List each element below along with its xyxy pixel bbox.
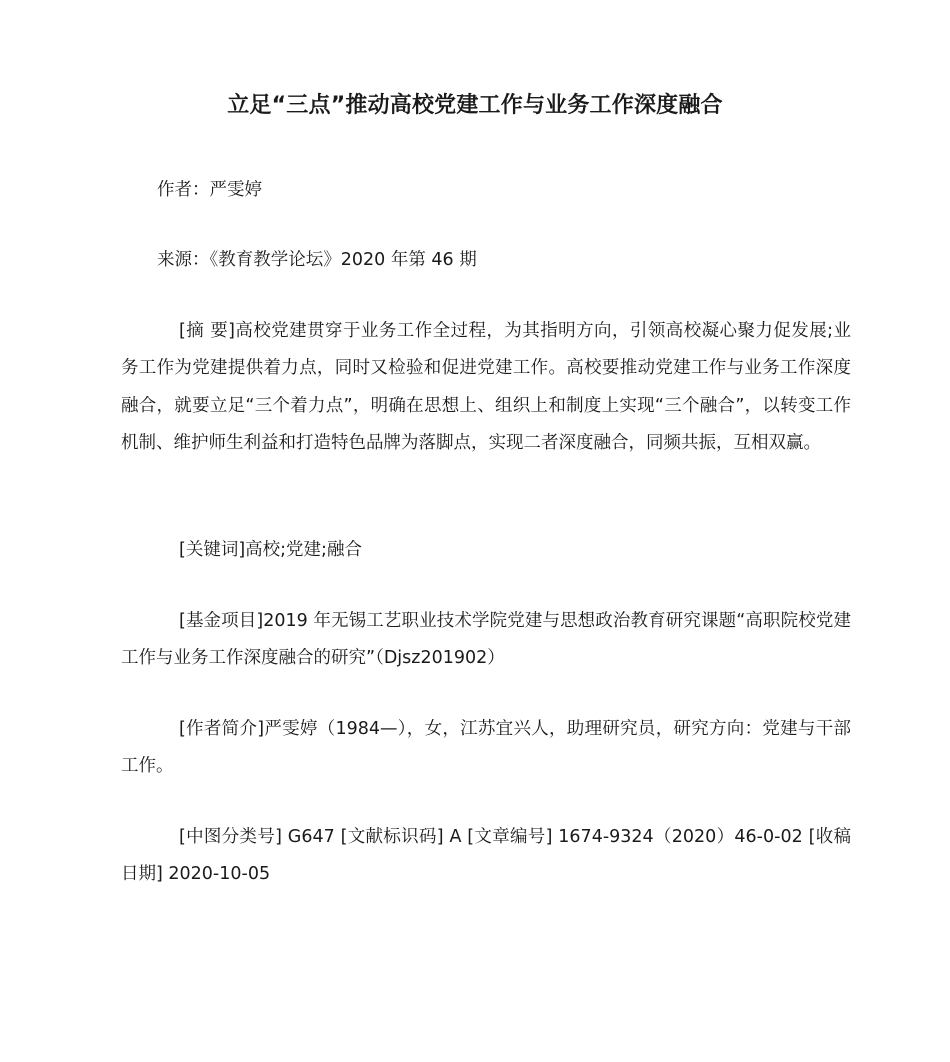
- fund-paragraph: [基金项目]2019 年无锡工艺职业技术学院党建与思想政治教育研究课题“高职院校党建工作与业务工作深度融合的研究”（Djsz201902）: [121, 611, 851, 669]
- keywords-paragraph: [关键词]高校;党建;融合: [179, 540, 362, 560]
- document-title: 立足“三点”推动高校党建工作与业务工作深度融合: [227, 93, 723, 118]
- classification-paragraph: [中图分类号] G647 [文献标识码] A [文章编号] 1674-9324（2020）46-0-02 [收稿日期] 2020-10-05: [121, 827, 851, 885]
- source-line: 来源：《教育教学论坛》2020 年第 46 期: [157, 250, 477, 270]
- author-bio-paragraph: [作者简介]严雯婷（1984—），女，江苏宜兴人，助理研究员，研究方向：党建与干部工作。: [121, 719, 851, 777]
- author-line: 作者：严雯婷: [157, 180, 262, 200]
- abstract-paragraph: [摘 要]高校党建贯穿于业务工作全过程，为其指明方向，引领高校凝心聚力促发展;业务工作为党建提供着力点，同时又检验和促进党建工作。高校要推动党建工作与业务工作深度融合，就要立足“三个着力点”，明确在思想上、组织上和制度上实现“三个融合”，以转变工作机制、维护师生利益和打造特色品牌为落脚点，实现二者深度融合，同频共振，互相双赢。: [121, 321, 851, 453]
